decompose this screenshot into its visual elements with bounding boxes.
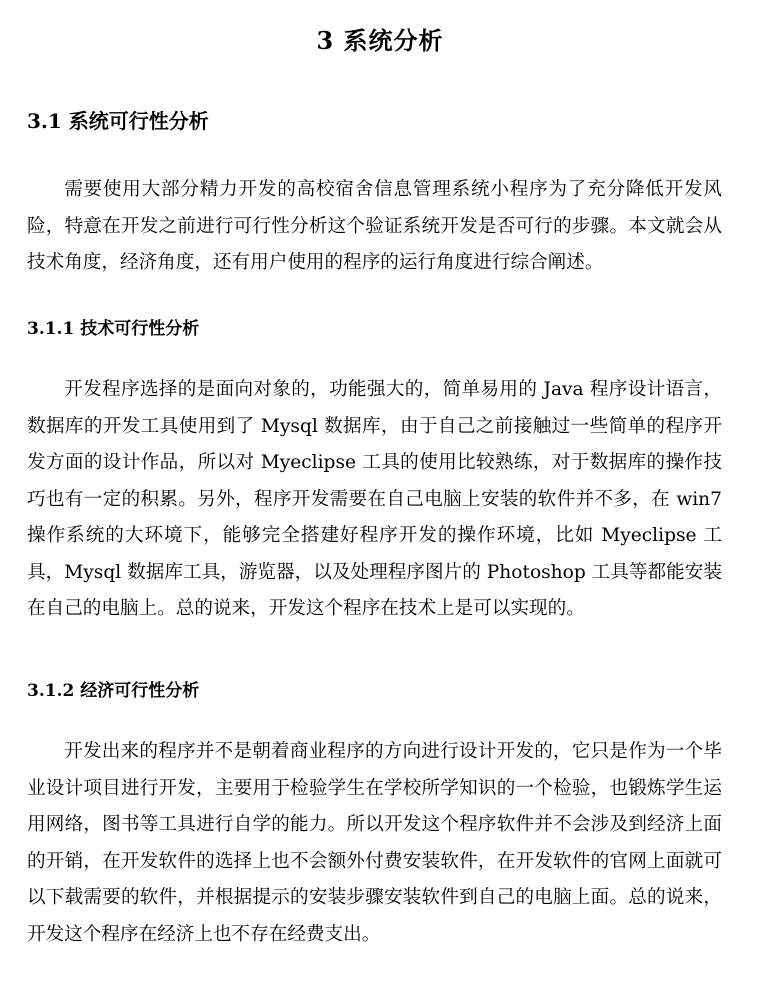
section-heading-3-1-1: 3.1.1 技术可行性分析	[27, 319, 200, 339]
section-heading-3-1: 3.1 系统可行性分析	[27, 109, 209, 133]
paragraph-feasibility-intro: 需要使用大部分精力开发的高校宿舍信息管理系统小程序为了充分降低开发风险，特意在开发之前进行可行性分析这个验证系统开发是否可行的步骤。本文就会从技术角度，经济角度，还有用户使用的程序的运行角度进行综合阐述。	[27, 179, 722, 273]
paragraph-economic-feasibility: 开发出来的程序并不是朝着商业程序的方向进行设计开发的，它只是作为一个毕业设计项目进行开发，主要用于检验学生在学校所学知识的一个检验，也锻炼学生运用网络，图书等工具进行自学的能力。所以开发这个程序软件并不会涉及到经济上面的开销，在开发软件的选择上也不会额外付费安装软件，在开发软件的官网上面就可以下载需要的软件，并根据提示的安装步骤安装软件到自己的电脑上面。总的说来，开发这个程序在经济上也不存在经费支出。	[27, 741, 722, 945]
paragraph-technical-feasibility: 开发程序选择的是面向对象的，功能强大的，简单易用的 Java 程序设计语言，数据库的开发工具使用到了 Mysql 数据库，由于自己之前接触过一些简单的程序开发方面的设计作品，所以对 Myeclipse 工具的使用比较熟练，对于数据库的操作技巧也有一定的积累。另外，程序开发需要在自己电脑上安装的软件并不多，在 win7 操作系统的大环境下，能够完全搭建好程序开发的操作环境，比如 Myeclipse 工具，Mysql 数据库工具，游览器，以及处理程序图片的 Photoshop 工具等都能安装在自己的电脑上。总的说来，开发这个程序在技术上是可以实现的。	[27, 379, 722, 619]
section-heading-3-1-2: 3.1.2 经济可行性分析	[27, 681, 200, 701]
chapter-title: 3 系统分析	[316, 26, 444, 55]
